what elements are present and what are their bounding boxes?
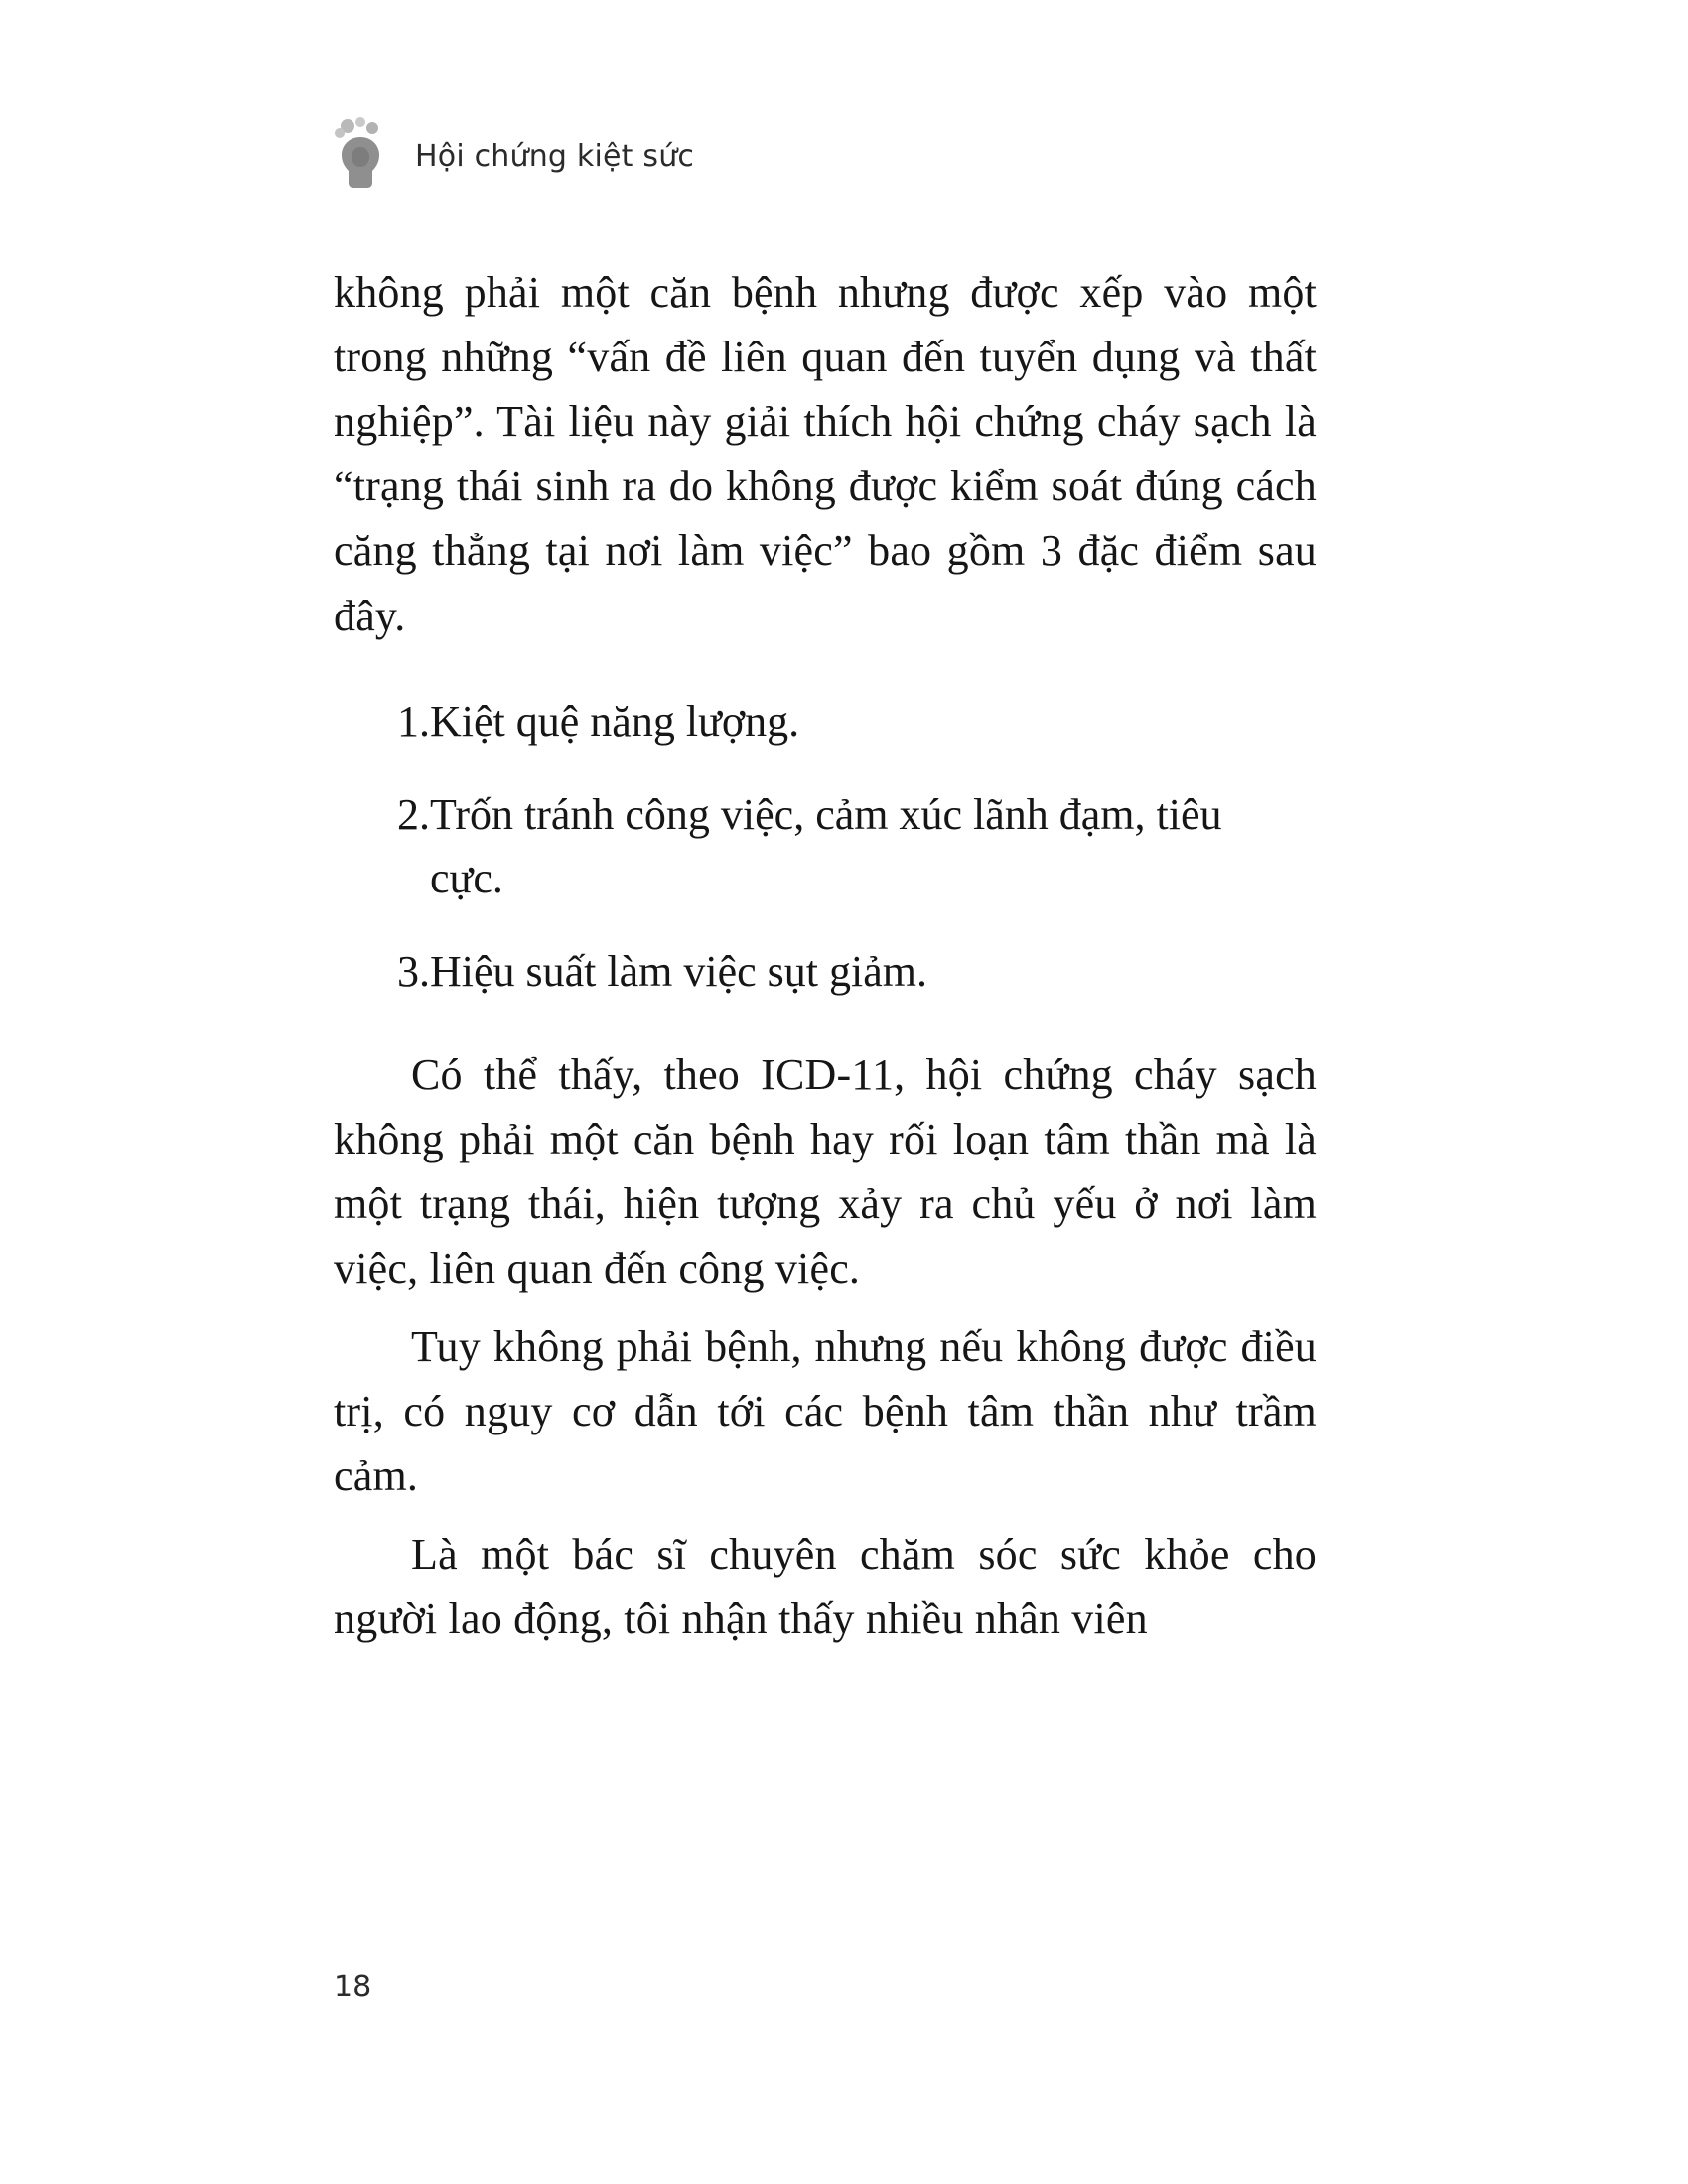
list-item-number: 2. xyxy=(397,789,430,839)
list-item-number: 3. xyxy=(397,947,430,997)
page-number: 18 xyxy=(334,1970,372,2004)
head-with-steam-icon xyxy=(328,117,393,195)
list-item-label: Trốn tránh công việc, cảm xúc lãnh đạm, tiêu cực. xyxy=(430,789,1222,903)
running-head-title: Hội chứng kiệt sức xyxy=(415,138,695,174)
paragraph-1: không phải một căn bệnh nhưng được xếp vào một trong những “vấn đề liên quan đến tuyển dụng và thất nghiệp”. Tài liệu này giải thích hội chứng cháy sạch là “trạng thái sinh ra do không được kiểm soát đúng cách căng thẳng tại nơi làm việc” bao gồm 3 đặc điểm sau đây. xyxy=(334,268,1317,640)
paragraph-4: Là một bác sĩ chuyên chăm sóc sức khỏe cho người lao động, tôi nhận thấy nhiều nhân viên xyxy=(334,1530,1317,1644)
paragraph-3: Tuy không phải bệnh, nhưng nếu không được điều trị, có nguy cơ dẫn tới các bệnh tâm thần như trầm cảm. xyxy=(334,1322,1317,1501)
list-item xyxy=(334,783,1317,910)
paragraph-2: Có thể thấy, theo ICD-11, hội chứng cháy sạch không phải một căn bệnh hay rối loạn tâm thần mà là một trạng thái, hiện tượng xảy ra chủ yếu ở nơi làm việc, liên quan đến công việc. xyxy=(334,1049,1317,1293)
list-item xyxy=(334,940,1317,1004)
list-item xyxy=(334,690,1317,753)
body-content xyxy=(334,260,1317,1652)
list-item-label: Kiệt quệ năng lượng. xyxy=(430,696,800,746)
running-head xyxy=(328,117,694,195)
list-item-number: 1. xyxy=(397,696,430,746)
list-item-label: Hiệu suất làm việc sụt giảm. xyxy=(430,947,927,997)
feature-list xyxy=(334,690,1317,1005)
